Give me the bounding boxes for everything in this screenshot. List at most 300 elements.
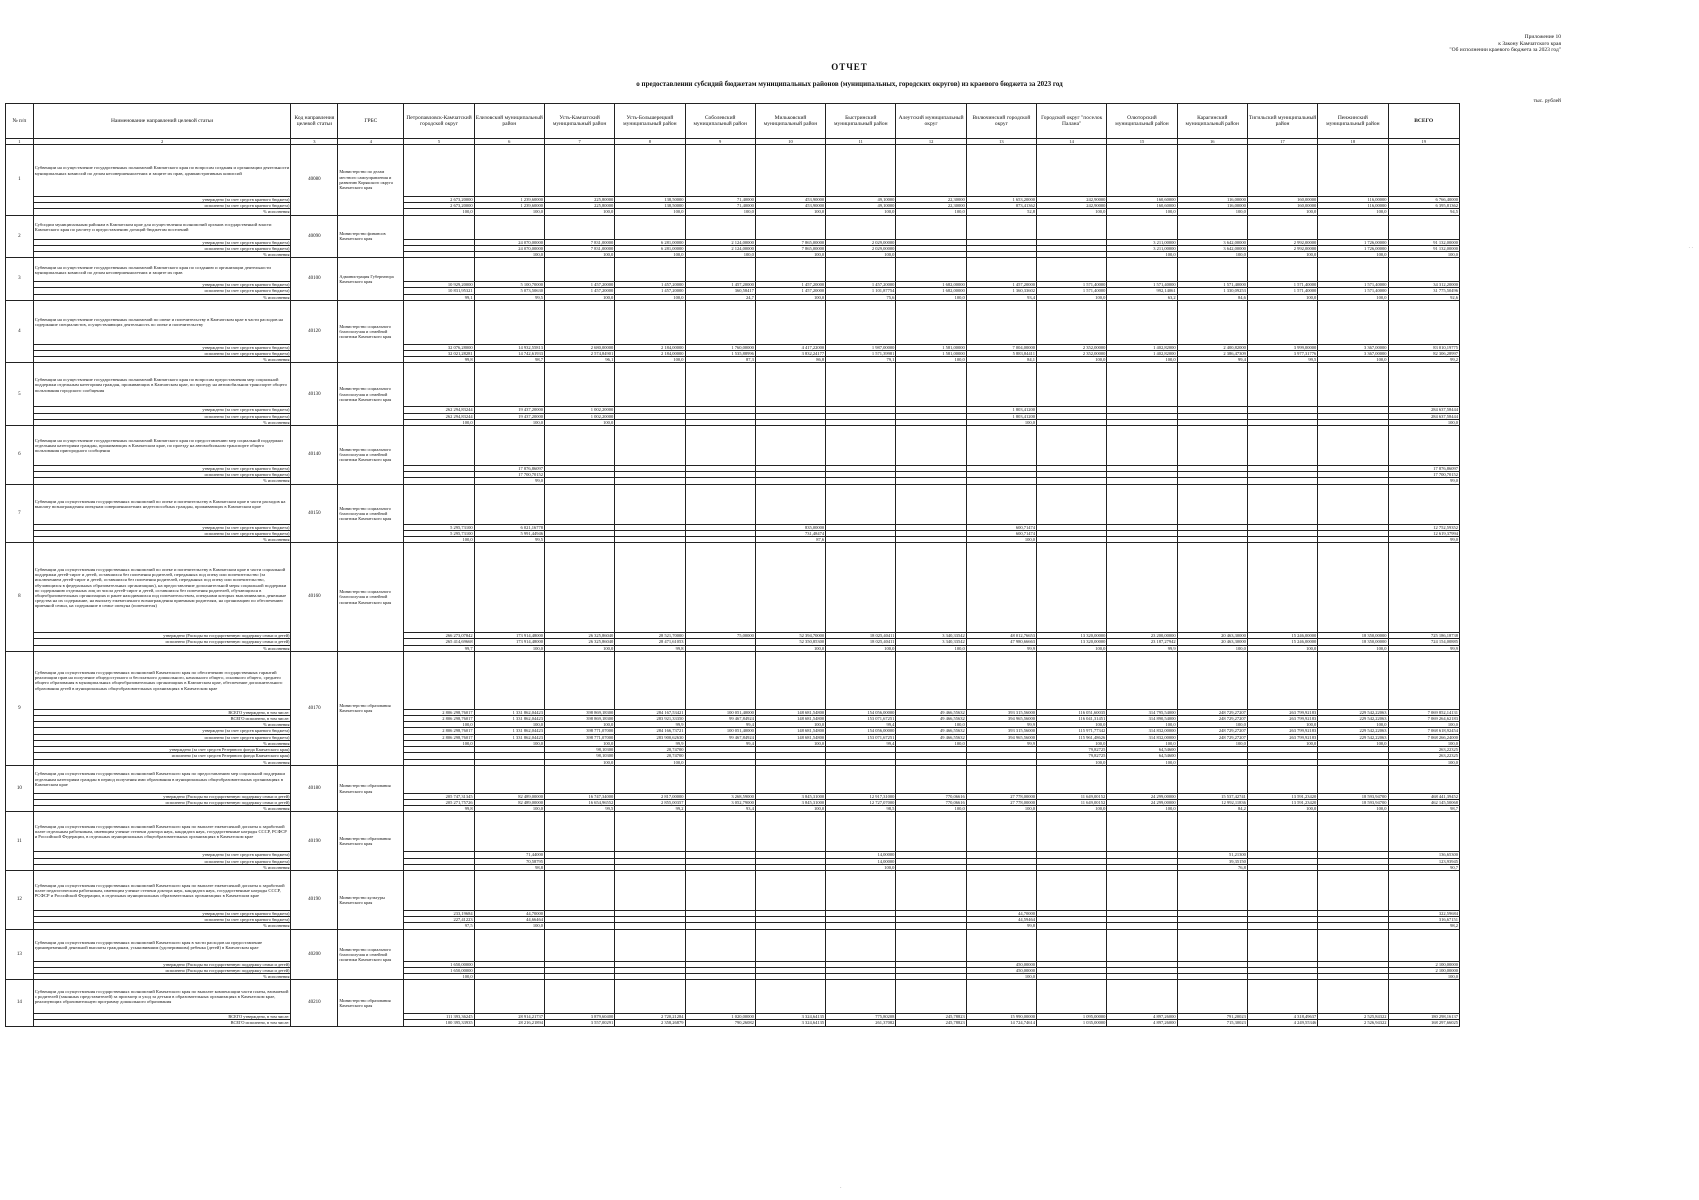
value-cell: 2 855,00357 bbox=[615, 799, 685, 805]
total-cell: 284 637,58444 bbox=[1388, 407, 1460, 413]
column-number: 14 bbox=[1037, 139, 1107, 145]
value-cell: 99,5 bbox=[474, 537, 544, 543]
value-cell: 99,1 bbox=[404, 294, 474, 300]
value-cell: 1 402,82000 bbox=[1107, 344, 1177, 350]
value-cell: 314 890,54000 bbox=[1107, 716, 1177, 722]
value-cell: 18 593,94700 bbox=[1318, 793, 1388, 799]
value-cell: 100,0 bbox=[1247, 645, 1317, 651]
empty-cell bbox=[474, 145, 544, 197]
value-cell: 116 051,60035 bbox=[1037, 709, 1107, 715]
value-cell: 1 002,20000 bbox=[544, 413, 614, 419]
row-label: % исполнения bbox=[33, 923, 291, 929]
value-cell: 2 673,20000 bbox=[404, 197, 474, 203]
value-row bbox=[6, 728, 1460, 734]
value-cell: 82 489,00000 bbox=[474, 799, 544, 805]
value-cell: 14 742,61933 bbox=[474, 351, 544, 357]
value-cell: 28 521,70000 bbox=[615, 633, 685, 639]
value-cell: 5 295,73100 bbox=[404, 530, 474, 536]
total-cell: 99,0 bbox=[1388, 478, 1460, 484]
value-cell: 1 726,00000 bbox=[1318, 239, 1388, 245]
column-header: Усть-Большерецкий муниципальный район bbox=[615, 104, 685, 139]
value-cell: 44,70000 bbox=[474, 910, 544, 916]
value-cell: 1 002,20000 bbox=[544, 407, 614, 413]
empty-cell bbox=[755, 215, 825, 239]
value-cell: 153 071,67251 bbox=[826, 716, 896, 722]
value-cell: 116,00000 bbox=[1177, 197, 1247, 203]
row-label: ВСЕГО утверждено, в том числе: bbox=[33, 709, 291, 715]
empty-cell bbox=[826, 300, 896, 344]
value-cell: 263 799,92183 bbox=[1247, 709, 1317, 715]
value-cell: 100,0 bbox=[966, 537, 1036, 543]
footer-mark: · bbox=[840, 1186, 842, 1191]
value-cell: 3 845,31000 bbox=[755, 799, 825, 805]
value-cell: 14,00000 bbox=[826, 852, 896, 858]
value-cell: 2 574,84901 bbox=[544, 351, 614, 357]
value-cell: 100,0 bbox=[1177, 722, 1247, 728]
empty-cell bbox=[1107, 215, 1177, 239]
appendix-line-1: Приложение 10 bbox=[1524, 34, 1561, 40]
value-cell: 96,1 bbox=[544, 357, 614, 363]
value-cell: 100,0 bbox=[1037, 209, 1107, 215]
row-label: исполнено (Расходы на государственную поддержку семьи и детей) bbox=[33, 639, 291, 645]
empty-cell bbox=[826, 363, 896, 407]
value-cell: 100,0 bbox=[615, 209, 685, 215]
column-number: 18 bbox=[1318, 139, 1388, 145]
value-cell: 2 029,00000 bbox=[826, 245, 896, 251]
value-cell: 100,0 bbox=[1318, 806, 1388, 812]
value-cell: 15 990,00000 bbox=[966, 1014, 1036, 1020]
empty-cell bbox=[1177, 812, 1247, 852]
total-cell: 100,0 bbox=[1388, 740, 1460, 746]
direction-name: Субвенции для осуществления государственных полномочий Камчатского края по выплате ежемесячной доплаты к заработной плате педагогическим работникам, имеющим ученые степени доктора наук, кандидата наук, государственные награды СССР, РСФСР и Российской Федерации, в отдельных муниципальных образовательных организациях в Камчатском крае bbox=[33, 870, 291, 910]
row-number: 3 bbox=[6, 258, 34, 301]
value-cell: 138,50000 bbox=[615, 197, 685, 203]
value-cell: 97,5 bbox=[404, 923, 474, 929]
empty-cell bbox=[685, 484, 755, 524]
value-cell: 314 832,00000 bbox=[1107, 728, 1177, 734]
value-cell: 79,82725 bbox=[1037, 747, 1107, 753]
value-cell: 100,0 bbox=[896, 294, 966, 300]
value-cell: 1 571,40000 bbox=[1318, 288, 1388, 294]
empty-cell bbox=[474, 929, 544, 961]
direction-code: 40090 bbox=[291, 215, 338, 258]
empty-cell bbox=[1388, 812, 1460, 852]
empty-cell bbox=[404, 300, 474, 344]
empty-cell bbox=[1107, 300, 1177, 344]
empty-cell bbox=[615, 300, 685, 344]
grbs-name: Министерство образования Камчатского края bbox=[338, 651, 404, 765]
empty-cell bbox=[1318, 300, 1388, 344]
value-cell: 100,0 bbox=[826, 252, 896, 258]
empty-cell bbox=[896, 812, 966, 852]
value-cell: 99,8 bbox=[404, 806, 474, 812]
empty-cell bbox=[474, 363, 544, 407]
value-cell: 100,0 bbox=[896, 645, 966, 651]
value-cell: 2 806 298,76017 bbox=[404, 709, 474, 715]
column-header: № п/п bbox=[6, 104, 34, 139]
value-cell: 148 681,54800 bbox=[755, 734, 825, 740]
empty-cell bbox=[544, 812, 614, 852]
empty-cell bbox=[755, 765, 825, 793]
row-label: % исполнения bbox=[33, 294, 291, 300]
direction-name: Субвенции для осуществления государственных полномочий Камчатского края по выплате ежемесячной доплаты к заработной плате отдельным работникам, имеющим ученые степени доктора наук, кандидата наук, государственные награды СССР, РСФСР и Российской Федерации, в отдельных муниципальных общеобразовательных организациях в Камчатском крае bbox=[33, 812, 291, 852]
value-cell: 5 100,70000 bbox=[474, 282, 544, 288]
value-cell: 398 869,18300 bbox=[544, 709, 614, 715]
value-cell: 1 571,40000 bbox=[1037, 282, 1107, 288]
empty-cell bbox=[615, 870, 685, 910]
grbs-name: Министерство социального благополучия и семейной политики Камчатского края bbox=[338, 484, 404, 543]
empty-cell bbox=[826, 870, 896, 910]
value-cell: 100,0 bbox=[474, 645, 544, 651]
empty-cell bbox=[474, 258, 544, 282]
value-cell: 15 246,00000 bbox=[1247, 639, 1317, 645]
empty-cell bbox=[615, 812, 685, 852]
column-number: 6 bbox=[474, 139, 544, 145]
value-cell: 3 324,64135 bbox=[755, 1020, 825, 1026]
value-cell: 1 457,20000 bbox=[544, 288, 614, 294]
value-cell: 284 166,73721 bbox=[615, 728, 685, 734]
value-cell: 5 295,73100 bbox=[404, 524, 474, 530]
value-cell: 100 395,33935 bbox=[404, 1020, 474, 1026]
document-title: ОТЧЕТ bbox=[831, 62, 868, 72]
empty-cell bbox=[826, 258, 896, 282]
value-cell: 100,0 bbox=[685, 209, 755, 215]
row-number: 11 bbox=[6, 812, 34, 871]
empty-cell bbox=[755, 651, 825, 709]
value-cell: 3 879,60400 bbox=[544, 1014, 614, 1020]
value-cell: 225,80000 bbox=[544, 197, 614, 203]
value-cell: 600,71474 bbox=[966, 524, 1036, 530]
row-label: исполнено (за счет средств краевого бюджета) bbox=[33, 288, 291, 294]
column-number: 3 bbox=[291, 139, 338, 145]
value-cell: 24,7 bbox=[685, 294, 755, 300]
value-cell: 4 249,55346 bbox=[1247, 1020, 1317, 1026]
empty-cell bbox=[615, 145, 685, 197]
value-cell: 100,0 bbox=[404, 740, 474, 746]
value-cell: 100,0 bbox=[1177, 740, 1247, 746]
value-cell: 2 673,20000 bbox=[404, 203, 474, 209]
direction-code: 40080 bbox=[291, 145, 338, 216]
value-cell: 99,4 bbox=[1177, 357, 1247, 363]
empty-cell bbox=[474, 765, 544, 793]
direction-name: Субвенции для осуществления государственных полномочий по опеке и попечительству в Камчатском крае в части расходов на выплату вознаграждения опекунам совершеннолетних недееспособных граждан, проживающих в Камчатском крае bbox=[33, 484, 291, 524]
value-cell: 100,0 bbox=[615, 252, 685, 258]
empty-cell bbox=[1037, 145, 1107, 197]
value-cell: 15 246,00000 bbox=[1247, 633, 1317, 639]
value-cell: 1 457,20000 bbox=[826, 282, 896, 288]
empty-cell bbox=[544, 363, 614, 407]
value-cell: 1 020,00000 bbox=[685, 1014, 755, 1020]
empty-cell bbox=[755, 484, 825, 524]
row-label: исполнено (за счет средств краевого бюджета) bbox=[33, 858, 291, 864]
value-cell: 3 324,64135 bbox=[755, 1014, 825, 1020]
value-cell: 1 457,20000 bbox=[615, 282, 685, 288]
value-cell: 18 350,00000 bbox=[1318, 639, 1388, 645]
value-cell: 229 542,22063 bbox=[1318, 709, 1388, 715]
empty-cell bbox=[966, 870, 1036, 910]
empty-cell bbox=[1037, 980, 1107, 1014]
value-cell: 100,0 bbox=[1247, 209, 1317, 215]
value-cell: 148 681,54800 bbox=[755, 709, 825, 715]
empty-cell bbox=[1318, 870, 1388, 910]
value-cell: 100,0 bbox=[1247, 294, 1317, 300]
value-cell: 2 124,00000 bbox=[685, 239, 755, 245]
direction-code: 40210 bbox=[291, 980, 338, 1026]
value-cell: 16 747,34000 bbox=[544, 793, 614, 799]
total-cell: 100,0 bbox=[1388, 759, 1460, 765]
value-cell: 20 463,30000 bbox=[1177, 639, 1247, 645]
value-cell: 49 466,55632 bbox=[896, 716, 966, 722]
value-cell: 100,0 bbox=[966, 419, 1036, 425]
value-cell: 22,30000 bbox=[896, 197, 966, 203]
direction-name: Субвенции на осуществление государственных полномочий Камчатского края по вопросам предоставления мер социальной поддержки отдельным категориям граждан, проживающих в Камчатском крае, по проезду на автомобильном транспорте общего пользования городского сообщения bbox=[33, 363, 291, 407]
value-cell: 22,30000 bbox=[896, 203, 966, 209]
report-table bbox=[5, 103, 1460, 1027]
total-cell: 123,93945 bbox=[1388, 858, 1460, 864]
value-cell: 248 729,27207 bbox=[1177, 716, 1247, 722]
column-number: 9 bbox=[685, 139, 755, 145]
value-cell: 283 921,33350 bbox=[615, 716, 685, 722]
value-cell: 100,0 bbox=[966, 973, 1036, 979]
row-label: исполнено (за счет средств краевого бюджета) bbox=[33, 734, 291, 740]
value-cell: 205 271,75726 bbox=[404, 799, 474, 805]
value-cell: 111 393,36245 bbox=[404, 1014, 474, 1020]
value-cell: 3 211,00000 bbox=[1107, 245, 1177, 251]
value-row bbox=[6, 734, 1460, 740]
value-cell: 28 471,61053 bbox=[615, 639, 685, 645]
value-cell: 75,6 bbox=[826, 294, 896, 300]
column-header: Петропавловск-Камчатский городской округ bbox=[404, 104, 474, 139]
value-cell: 100,0 bbox=[474, 209, 544, 215]
empty-cell bbox=[1037, 258, 1107, 282]
value-cell: 100,0 bbox=[1177, 209, 1247, 215]
value-cell: 2 352,00000 bbox=[1037, 344, 1107, 350]
total-cell: 322,59684 bbox=[1388, 910, 1460, 916]
value-cell: 116,00000 bbox=[1177, 203, 1247, 209]
section-row bbox=[6, 812, 1460, 852]
value-cell: 1 457,20000 bbox=[755, 288, 825, 294]
value-cell: 1 760,00000 bbox=[685, 344, 755, 350]
row-number: 4 bbox=[6, 300, 34, 363]
value-row bbox=[6, 799, 1460, 805]
empty-cell bbox=[966, 980, 1036, 1014]
empty-cell bbox=[896, 145, 966, 197]
value-cell: 1 571,39981 bbox=[826, 351, 896, 357]
value-cell: 52 350,85300 bbox=[755, 639, 825, 645]
row-number: 13 bbox=[6, 929, 34, 980]
value-cell: 99,9 bbox=[615, 722, 685, 728]
value-cell: 7 831,00000 bbox=[544, 239, 614, 245]
value-cell: 2 358,26879 bbox=[615, 1020, 685, 1026]
value-cell: 99,4 bbox=[685, 722, 755, 728]
value-cell: 100,0 bbox=[1037, 722, 1107, 728]
grbs-name: Министерство социального благополучия и семейной политики Камчатского края bbox=[338, 363, 404, 426]
value-cell: 93,4 bbox=[685, 806, 755, 812]
empty-cell bbox=[1107, 980, 1177, 1014]
value-cell: 100,0 bbox=[474, 806, 544, 812]
value-cell: 18 025,40411 bbox=[826, 639, 896, 645]
value-cell: 2 029,00000 bbox=[826, 239, 896, 245]
empty-cell bbox=[966, 484, 1036, 524]
value-cell: 283 900,62630 bbox=[615, 734, 685, 740]
value-cell: 100,0 bbox=[1107, 722, 1177, 728]
column-number: 2 bbox=[33, 139, 291, 145]
row-label: утверждено (за счет средств краевого бюджета) bbox=[33, 239, 291, 245]
value-cell: 100,0 bbox=[1107, 759, 1177, 765]
value-cell: 100,0 bbox=[1318, 357, 1388, 363]
value-cell: 770,06616 bbox=[896, 793, 966, 799]
empty-cell bbox=[1177, 980, 1247, 1014]
value-cell: 229 542,22063 bbox=[1318, 728, 1388, 734]
value-cell: 1 457,20000 bbox=[755, 282, 825, 288]
value-cell: 3 340,33542 bbox=[896, 639, 966, 645]
empty-cell bbox=[1318, 426, 1388, 466]
value-cell: 1 457,20000 bbox=[685, 282, 755, 288]
section-row bbox=[6, 543, 1460, 633]
column-number: 7 bbox=[544, 139, 614, 145]
grbs-name: Министерство образования Камчатского края bbox=[338, 765, 404, 812]
row-label: ВСЕГО исполнено, в том числе: bbox=[33, 1020, 291, 1026]
empty-cell bbox=[685, 300, 755, 344]
value-cell: 100,0 bbox=[544, 252, 614, 258]
empty-cell bbox=[1247, 363, 1317, 407]
empty-cell bbox=[404, 651, 474, 709]
empty-cell bbox=[474, 870, 544, 910]
direction-name: Субвенции для осуществления государственных полномочий Камчатского края по выплате компенсации части платы, взимаемой с родителей (законных представителей) за присмотр и уход за детьми в образовательных организациях в Камчатском крае, реализующих образовательную программу дошкольного образования bbox=[33, 980, 291, 1014]
empty-cell bbox=[1107, 651, 1177, 709]
empty-cell bbox=[474, 426, 544, 466]
total-cell: 82 306,28997 bbox=[1388, 351, 1460, 357]
value-cell: 49,10000 bbox=[826, 197, 896, 203]
row-label: исполнено (за счет средств краевого бюджета) bbox=[33, 413, 291, 419]
grbs-name: Министерство культуры Камчатского края bbox=[338, 870, 404, 929]
empty-cell bbox=[615, 484, 685, 524]
value-cell: 242,90000 bbox=[1037, 197, 1107, 203]
value-cell: 64,54600 bbox=[1107, 753, 1177, 759]
value-cell: 100,0 bbox=[404, 722, 474, 728]
value-cell: 3 367,00000 bbox=[1318, 344, 1388, 350]
value-cell: 1 331 862,04423 bbox=[474, 734, 544, 740]
empty-cell bbox=[826, 543, 896, 633]
value-cell: 28 216,21894 bbox=[474, 1020, 544, 1026]
value-row bbox=[6, 245, 1460, 251]
column-number: 12 bbox=[896, 139, 966, 145]
value-cell: 99,9 bbox=[966, 722, 1036, 728]
empty-cell bbox=[1318, 812, 1388, 852]
value-cell: 75,00000 bbox=[685, 633, 755, 639]
value-cell: 100,0 bbox=[896, 357, 966, 363]
row-label: исполнено (за счет средств краевого бюджета) bbox=[33, 530, 291, 536]
value-cell: 116,00000 bbox=[1318, 197, 1388, 203]
value-cell: 100,0 bbox=[1247, 806, 1317, 812]
row-label: утверждено (за счет средств краевого бюджета) bbox=[33, 282, 291, 288]
appendix-line-2: к Закону Камчатского края bbox=[1498, 40, 1561, 47]
value-cell: 100,0 bbox=[1318, 722, 1388, 728]
empty-cell bbox=[404, 258, 474, 282]
empty-cell bbox=[966, 363, 1036, 407]
empty-cell bbox=[685, 870, 755, 910]
column-number: 11 bbox=[826, 139, 896, 145]
empty-cell bbox=[966, 258, 1036, 282]
empty-cell bbox=[826, 765, 896, 793]
empty-cell bbox=[1318, 929, 1388, 961]
value-cell: 64,54600 bbox=[1107, 747, 1177, 753]
empty-cell bbox=[615, 215, 685, 239]
value-cell: 100,0 bbox=[474, 740, 544, 746]
value-cell: 14 724,74614 bbox=[966, 1020, 1036, 1026]
value-cell: 3 845,31000 bbox=[755, 793, 825, 799]
column-number: 10 bbox=[755, 139, 825, 145]
column-number: 1 bbox=[6, 139, 34, 145]
total-cell: 91 132,00000 bbox=[1388, 245, 1460, 251]
empty-cell bbox=[755, 870, 825, 910]
value-cell: 1 581,00000 bbox=[896, 351, 966, 357]
value-cell: 99,8 bbox=[404, 357, 474, 363]
row-label: исполнено (за счет средств краевого бюджета) bbox=[33, 203, 291, 209]
row-number: 8 bbox=[6, 543, 34, 652]
value-cell: 100,0 bbox=[1107, 252, 1177, 258]
value-cell: 99,9 bbox=[1107, 645, 1177, 651]
empty-cell bbox=[1247, 426, 1317, 466]
value-cell: 3 642,00000 bbox=[1177, 239, 1247, 245]
value-cell: 1 803,41200 bbox=[966, 407, 1036, 413]
value-cell: 1 239,60000 bbox=[474, 203, 544, 209]
empty-cell bbox=[826, 812, 896, 852]
value-cell: 99,0 bbox=[474, 478, 544, 484]
edge-mark: · · bbox=[1688, 246, 1693, 251]
value-cell: 1 331 862,04423 bbox=[474, 728, 544, 734]
column-header: Городской округ "поселок Палана" bbox=[1037, 104, 1107, 139]
direction-name: Субвенции на осуществление государственных полномочий Камчатского края по созданию и организации деятельности муниципальных комиссий по делам несовершеннолетних и защите их прав bbox=[33, 258, 291, 282]
empty-cell bbox=[615, 929, 685, 961]
value-cell: 48 012,76653 bbox=[966, 633, 1036, 639]
value-cell: 7 865,00000 bbox=[755, 239, 825, 245]
value-cell: 3 268,59000 bbox=[685, 793, 755, 799]
column-header: Пенжинский муниципальный район bbox=[1318, 104, 1388, 139]
value-cell: 100,0 bbox=[1107, 740, 1177, 746]
value-cell: 100,0 bbox=[544, 722, 614, 728]
value-cell: 227,41223 bbox=[404, 917, 474, 923]
value-cell: 393 315,56000 bbox=[966, 709, 1036, 715]
value-cell: 5 991,44946 bbox=[474, 530, 544, 536]
empty-cell bbox=[685, 145, 755, 197]
value-cell: 6 281,00000 bbox=[615, 239, 685, 245]
empty-cell bbox=[1388, 426, 1460, 466]
direction-code: 40120 bbox=[291, 300, 338, 363]
empty-cell bbox=[1388, 145, 1460, 197]
total-cell: 83 010,19775 bbox=[1388, 344, 1460, 350]
section-row bbox=[6, 363, 1460, 407]
value-cell: 265 414,69668 bbox=[404, 639, 474, 645]
value-cell: 99,5 bbox=[544, 806, 614, 812]
value-cell: 100,0 bbox=[615, 759, 685, 765]
value-cell: 233,19684 bbox=[404, 910, 474, 916]
value-cell: 873,41362 bbox=[966, 203, 1036, 209]
row-label: утверждено (за счет средств краевого бюджета) bbox=[33, 407, 291, 413]
empty-cell bbox=[1177, 363, 1247, 407]
value-cell: 1 653,20000 bbox=[966, 197, 1036, 203]
total-cell: 168 297,66025 bbox=[1388, 1020, 1460, 1026]
value-cell: 791,20023 bbox=[1177, 1014, 1247, 1020]
value-cell: 160,00000 bbox=[1247, 203, 1317, 209]
value-cell: 100,0 bbox=[1247, 722, 1317, 728]
value-cell: 99,4 bbox=[826, 740, 896, 746]
value-cell: 26 325,86040 bbox=[544, 633, 614, 639]
empty-cell bbox=[1318, 363, 1388, 407]
column-header: Тигильский муниципальный район bbox=[1247, 104, 1317, 139]
empty-cell bbox=[544, 426, 614, 466]
empty-cell bbox=[755, 543, 825, 633]
